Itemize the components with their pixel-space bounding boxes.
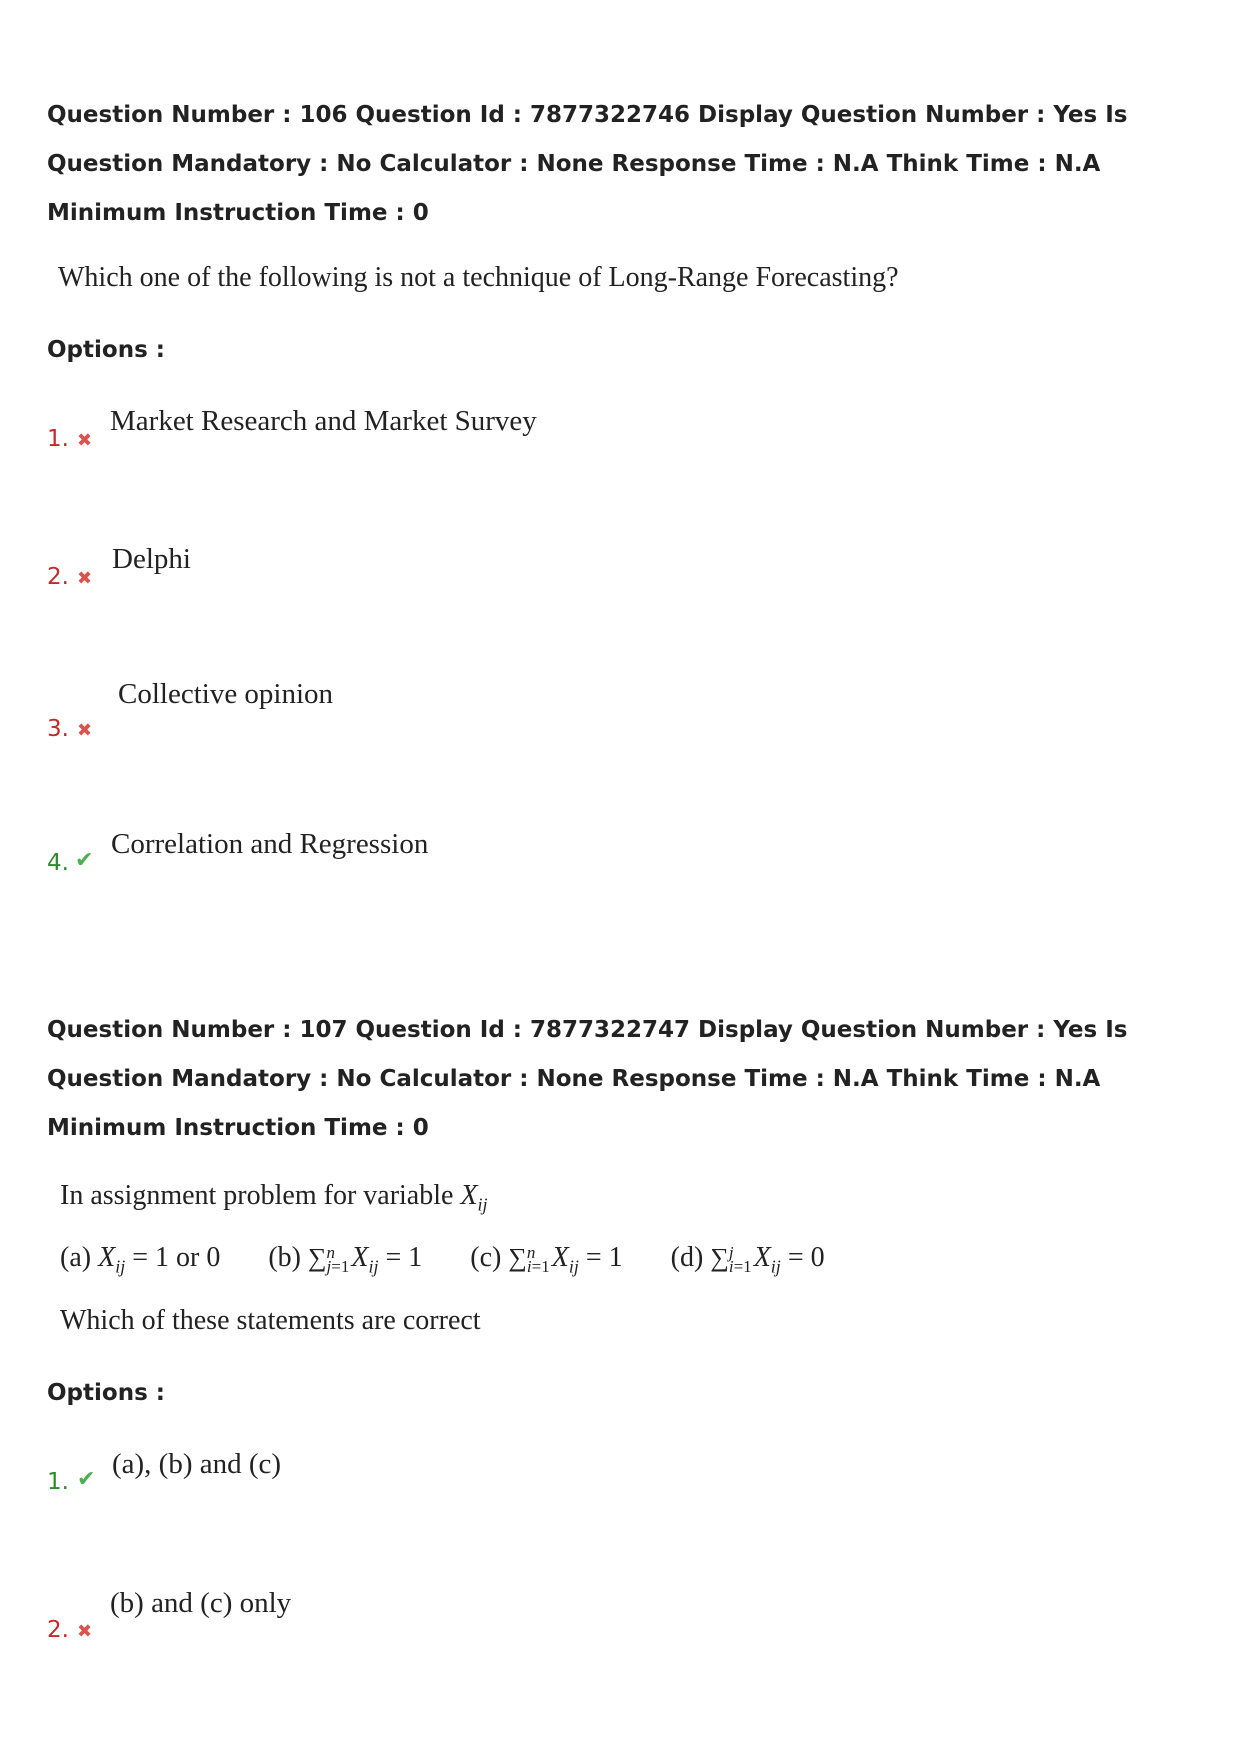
question-end-107: Which of these statements are correct — [60, 1305, 481, 1336]
option-text: (b) and (c) only — [110, 1587, 292, 1619]
cross-icon: ✖ — [77, 720, 93, 741]
option-number: 2. — [47, 1617, 69, 1643]
cross-icon: ✖ — [77, 1621, 93, 1642]
cross-icon: ✖ — [77, 430, 93, 451]
option-number: 1. — [47, 1469, 69, 1495]
option-number: 3. — [47, 716, 69, 742]
options-label-106: Options : — [47, 337, 165, 363]
option-number: 2. — [47, 564, 69, 590]
option-text: (a), (b) and (c) — [112, 1448, 282, 1480]
check-icon: ✔ — [77, 1467, 96, 1492]
option-text: Collective opinion — [118, 678, 334, 710]
question-text-106: Which one of the following is not a technique of Long-Range Forecasting? — [58, 262, 899, 293]
question-meta-107: Question Number : 107 Question Id : 7877322747 Display Question Number : Yes Is Question Mandatory : No Calculator : None Response Time : N.A Think Time : N.A Minimum Instruction Time : 0 — [47, 1017, 1128, 1141]
option-number: 1. — [47, 426, 69, 452]
question-text-107 — [60, 1180, 488, 1216]
statement-d: (d) ∑ j i=1 $X_{ij} = 0$ — [670, 1242, 825, 1277]
option-text: Market Research and Market Survey — [110, 405, 537, 437]
statement-a: (a) $X_{ij} = 1$ or 0 — [60, 1242, 221, 1277]
variable-xij: $X_{ij}$ — [460, 1180, 488, 1215]
option-text: Delphi — [112, 543, 191, 575]
statement-b: (b) ∑ n j=1 $X_{ij} = 1$ — [268, 1242, 423, 1277]
statements-row — [60, 1242, 825, 1278]
cross-icon: ✖ — [77, 568, 93, 589]
question-meta-106: Question Number : 106 Question Id : 7877322746 Display Question Number : Yes Is Question Mandatory : No Calculator : None Response Time : N.A Think Time : N.A Minimum Instruction Time : 0 — [47, 102, 1128, 226]
option-text: Correlation and Regression — [111, 828, 429, 860]
statement-c: (c) ∑ n i=1 $X_{ij} = 1$ — [470, 1242, 623, 1277]
check-icon: ✔ — [75, 848, 94, 873]
options-label-107: Options : — [47, 1380, 165, 1406]
question-intro: In assignment problem for variable — [60, 1180, 454, 1211]
option-number: 4. — [47, 850, 69, 876]
